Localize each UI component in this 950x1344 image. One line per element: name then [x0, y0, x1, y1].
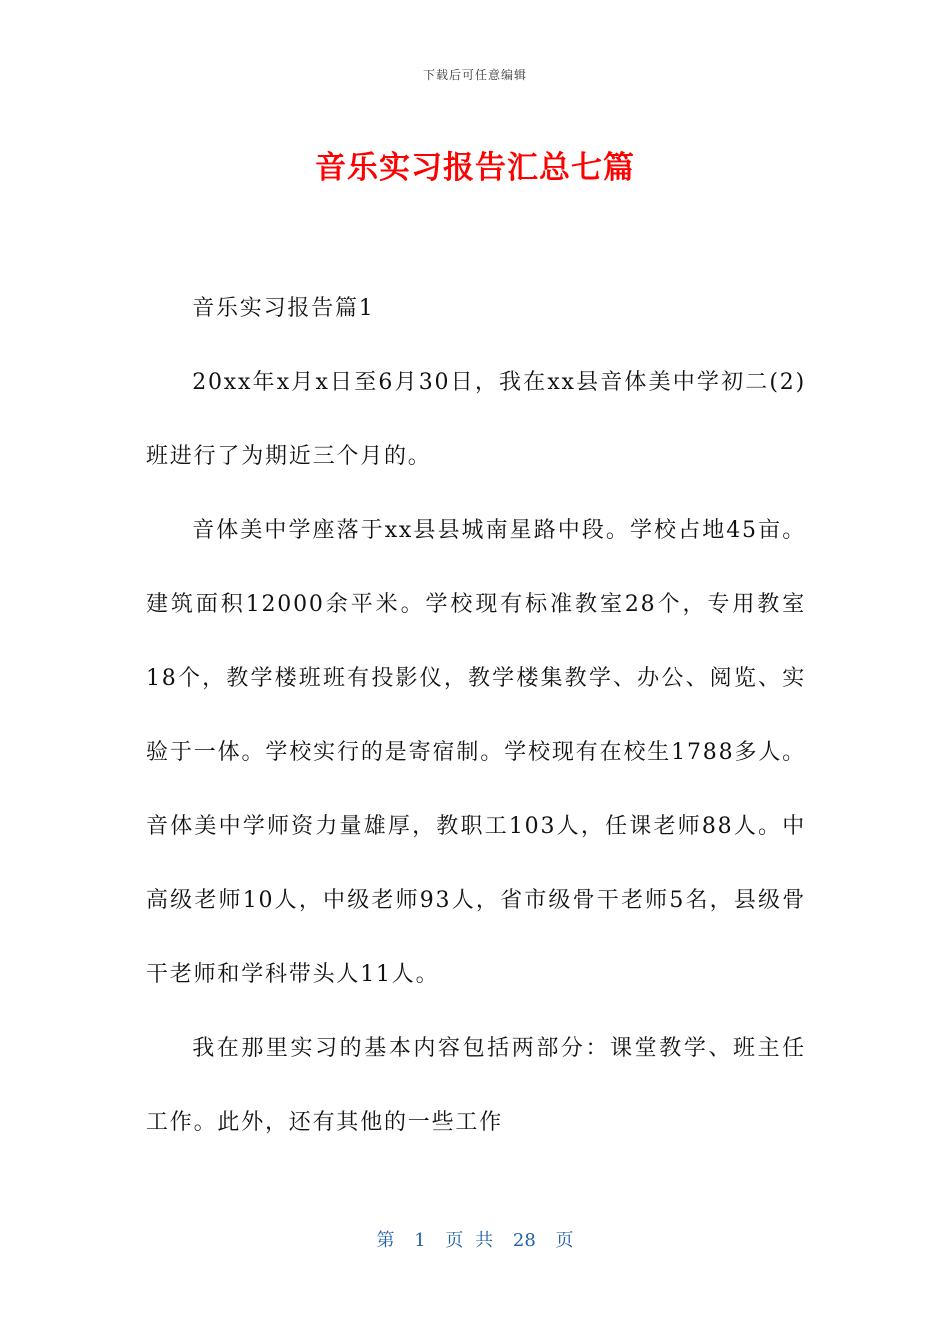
paragraph: 20xx年x月x日至6月30日，我在xx县音体美中学初二(2)班进行了为期近三个月的。 [146, 370, 806, 469]
page-footer [0, 1226, 950, 1252]
footer-middle: 页 共 [445, 1230, 494, 1251]
paragraph: 音体美中学座落于xx县县城南星路中段。学校占地45亩。建筑面积12000余平米。学校现有标准教室28个，专用教室18个，教学楼班班有投影仪，教学楼集教学、办公、阅览、实验于一体。学校实行的是寄宿制。学校现有在校生1788多人。音体美中学师资力量雄厚，教职工103人，任课老师88人。中高级老师10人，中级老师93人，省市级骨干老师5名，县级骨干老师和学科带头人11人。 [146, 518, 806, 987]
document-body [146, 272, 806, 1160]
footer-page-number: 1 [414, 1230, 426, 1251]
footer-prefix: 第 [376, 1230, 395, 1251]
paragraph: 我在那里实习的基本内容包括两部分：课堂教学、班主任工作。此外，还有其他的一些工作 [146, 1036, 806, 1135]
footer-suffix: 页 [555, 1230, 574, 1251]
footer-total-pages: 28 [512, 1230, 536, 1251]
header-note: 下载后可任意编辑 [422, 68, 527, 82]
document-title: 音乐实习报告汇总七篇 [315, 150, 635, 186]
section-heading: 音乐实习报告篇1 [192, 296, 375, 321]
